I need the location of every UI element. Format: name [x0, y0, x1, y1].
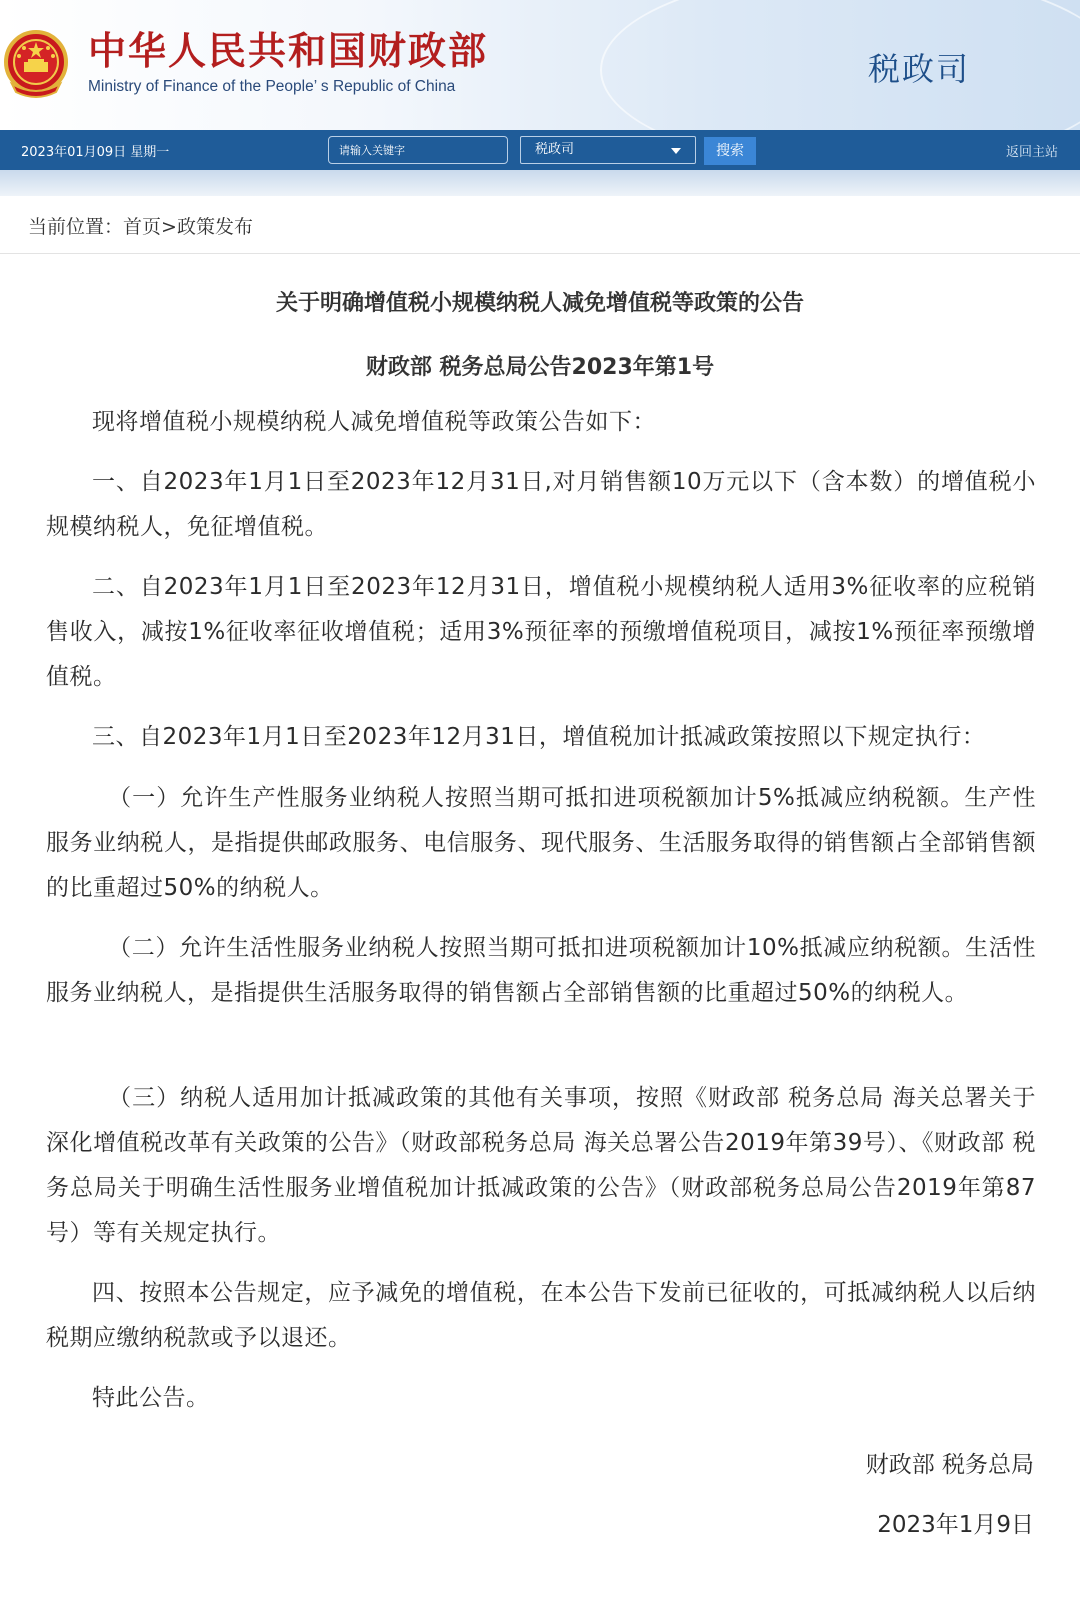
- breadcrumb: [28, 212, 253, 239]
- return-home-link[interactable]: 返回主站: [1005, 145, 1058, 160]
- search-button[interactable]: 搜索: [704, 137, 756, 165]
- breadcrumb-home-link[interactable]: 首页: [123, 216, 162, 238]
- department-name: 税政司: [868, 50, 971, 88]
- article-paragraph: 二、自2023年1月1日至2023年12月31日，增值税小规模纳税人适用3%征收率的应税销售收入，减按1%征收率征收增值税；适用3%预征率的预缴增值税项目，减按1%预征率预缴增值税。: [46, 574, 1036, 690]
- publish-date: 2023年1月9日: [877, 1512, 1034, 1538]
- site-title[interactable]: 中华人民共和国财政部: [88, 29, 489, 73]
- site-subtitle: Ministry of Finance of the People’ s Republic of China: [88, 78, 456, 95]
- article-paragraph: 三、自2023年1月1日至2023年12月31日，增值税加计抵减政策按照以下规定执行：: [92, 724, 986, 750]
- signatories: 财政部 税务总局: [865, 1452, 1034, 1478]
- nav-shadow-band: [0, 170, 1080, 196]
- article-paragraph: （三）纳税人适用加计抵减政策的其他有关事项，按照《财政部 税务总局 海关总署关于深化增值税改革有关政策的公告》（财政部税务总局 海关总署公告2019年第39号）、《财政部 税务总局关于明确生活性服务业增值税加计抵减政策的公告》（财政部税务总局公告2019年第87号）等有关规定执行。: [46, 1085, 1036, 1246]
- article-number: 财政部 税务总局公告2023年第1号: [365, 355, 715, 380]
- article-paragraph: 现将增值税小规模纳税人减免增值税等政策公告如下：: [92, 409, 656, 435]
- current-date: 2023年01月09日 星期一: [21, 145, 170, 160]
- national-emblem-icon[interactable]: [2, 26, 70, 100]
- search-scope-select[interactable]: [520, 136, 696, 164]
- article-paragraph: 四、按照本公告规定，应予减免的增值税，在本公告下发前已征收的，可抵减纳税人以后纳税期应缴纳税款或予以退还。: [46, 1280, 1036, 1351]
- breadcrumb-separator: >: [161, 216, 177, 238]
- nav-bar: [0, 130, 1080, 170]
- article-paragraph: （一）允许生产性服务业纳税人按照当期可抵扣进项税额加计5%抵减应纳税额。生产性服务业纳税人，是指提供邮政服务、电信服务、现代服务、生活服务取得的销售额占全部销售额的比重超过50%的纳税人。: [46, 785, 1036, 901]
- article-paragraph: 一、自2023年1月1日至2023年12月31日,对月销售额10万元以下（含本数）的增值税小规模纳税人，免征增值税。: [46, 469, 1036, 540]
- search-scope-value: 税政司: [535, 142, 575, 157]
- search-input[interactable]: [328, 136, 508, 164]
- article-paragraph: （二）允许生活性服务业纳税人按照当期可抵扣进项税额加计10%抵减应纳税额。生活性服务业纳税人，是指提供生活服务取得的销售额占全部销售额的比重超过50%的纳税人。: [46, 935, 1036, 1006]
- chevron-down-icon: [671, 148, 681, 154]
- breadcrumb-current-link[interactable]: 政策发布: [176, 216, 253, 238]
- breadcrumb-prefix: 当前位置：: [28, 216, 124, 238]
- decorative-swirl: [600, 0, 1080, 130]
- site-header: [0, 0, 1080, 130]
- article-title: 关于明确增值税小规模纳税人减免增值税等政策的公告: [275, 291, 804, 316]
- divider: [0, 253, 1080, 254]
- article-paragraph: 特此公告。: [92, 1385, 210, 1411]
